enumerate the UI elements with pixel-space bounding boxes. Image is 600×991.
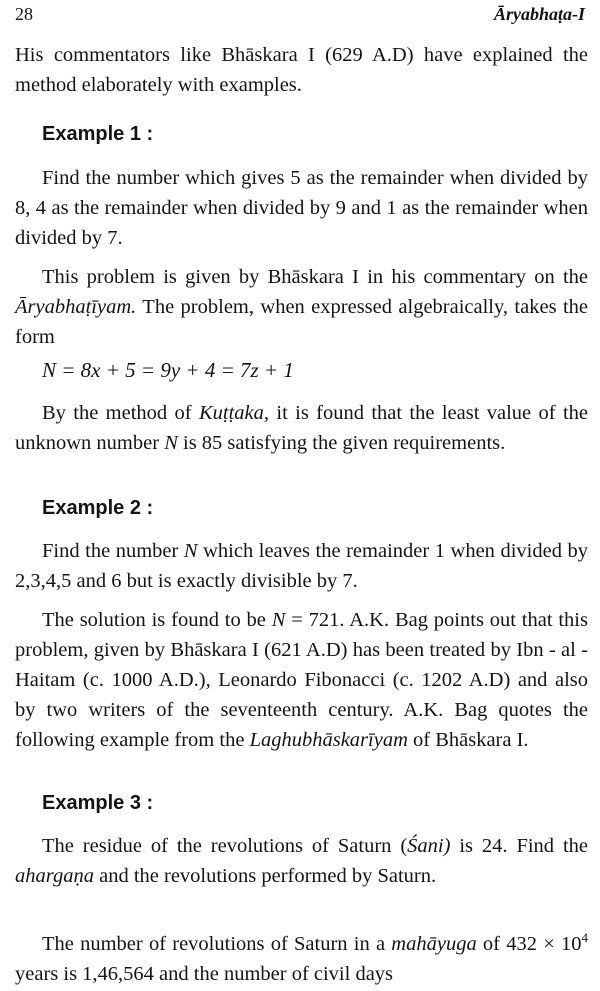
sani-term: Śani) [407, 835, 451, 857]
context-text-a: This problem is given by Bhāskara I in his commentary on the [42, 266, 588, 288]
mahayuga-term: mahāyuga [391, 933, 477, 955]
revolutions-text-a: The number of revolutions of Saturn in a [42, 933, 392, 955]
ahargana-term: ahargaṇa [15, 865, 94, 887]
example-1-problem [15, 163, 588, 253]
example-2-problem-text-b: which leaves the remainder 1 when divided by 2,3,4,5 and 6 but is exactly divisible by 7. [15, 540, 588, 592]
intro-paragraph [15, 40, 588, 100]
kuttaka-term: Kuṭṭaka, [198, 402, 270, 424]
example-1-context [15, 262, 588, 352]
context-text-b: The problem, when expressed algebraically, takes the form [15, 296, 588, 348]
page-header [15, 4, 585, 30]
laghubhaskariyam-title: Laghubhāskarīyam [249, 729, 408, 751]
example-2-solution [15, 605, 588, 755]
example-3-problem [15, 831, 588, 891]
example-1-equation: N = 8x + 5 = 9y + 4 = 7z + 1 [42, 358, 294, 382]
example-2-variable: N [183, 540, 198, 562]
aryabhatiyam-title: Āryabhaṭīyam. [15, 296, 137, 318]
intro-text: His commentators like Bhāskara I (629 A.D) have explained the method elaborately with examples. [15, 44, 588, 96]
example-3-text-b: is 24. Find the [450, 835, 588, 857]
example-1-problem-text: Find the number which gives 5 as the remainder when divided by 8, 4 as the remainder when divided by 9 and 1 as the remainder when divided by 7. [15, 167, 588, 249]
example-3-revolutions [15, 929, 588, 989]
example-2-heading: Example 2 : [42, 497, 154, 519]
method-text-b: it is found that the least value of the unknown number [15, 402, 588, 454]
example-1-heading: Example 1 : [42, 123, 154, 145]
example-3-heading: Example 3 : [42, 792, 154, 814]
example-2-problem-text-a: Find the number [42, 540, 184, 562]
exponent: 4 [581, 930, 589, 946]
revolutions-text-c: years is 1,46,564 and the number of civil days [15, 963, 394, 985]
solution-variable: N [271, 609, 286, 631]
method-variable: N [164, 432, 178, 454]
method-text-a: By the method of [42, 402, 199, 424]
solution-text-a: The solution is found to be [42, 609, 272, 631]
solution-text-c: of Bhāskara I. [407, 729, 529, 751]
example-1-method [15, 398, 588, 458]
example-3-text-a: The residue of the revolutions of Saturn ( [42, 835, 408, 857]
running-title: Āryabhaṭa-I [493, 4, 585, 24]
example-3-text-c: and the revolutions performed by Saturn. [93, 865, 437, 887]
page-number: 28 [15, 4, 33, 24]
solution-text-b: = 721. A.K. Bag points out that this problem, given by Bhāskara I (621 A.D) has been treated by Ibn - al - Haitam (c. 1000 A.D.), Leonardo Fibonacci (c. 1202 A.D) and also by two writers of the seventeenth century. A.K. Bag quotes the following example from the [15, 609, 588, 751]
revolutions-text-b: of 432 × 10 [476, 933, 582, 955]
method-text-c: is 85 satisfying the given requirements. [177, 432, 506, 454]
example-2-problem [15, 536, 588, 596]
